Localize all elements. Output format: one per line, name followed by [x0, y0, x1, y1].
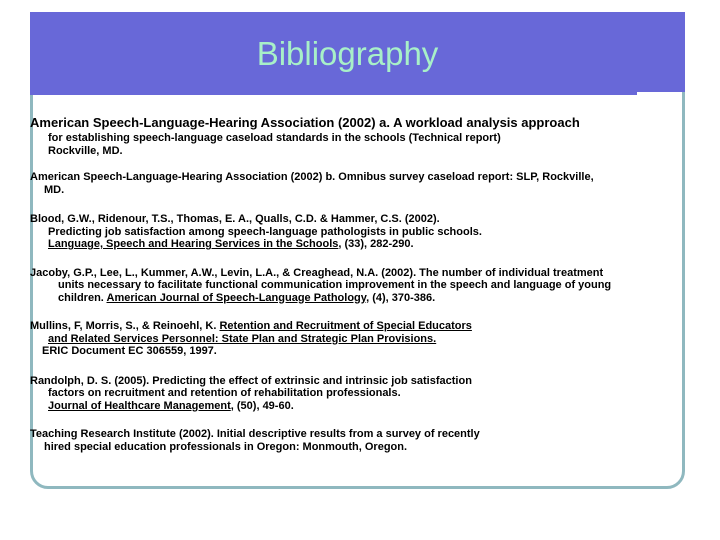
- reference-line: American Speech-Language-Hearing Association (2002) a. A workload analysis approach: [30, 115, 580, 130]
- reference-line: Predicting job satisfaction among speech-language pathologists in public schools.: [48, 225, 482, 238]
- reference-list: [30, 113, 690, 453]
- report-title: Retention and Recruitment of Special Educators: [219, 320, 472, 332]
- reference-item: [30, 113, 690, 157]
- reference-line: [30, 320, 690, 333]
- reference-line: MD.: [44, 183, 65, 196]
- reference-item: [30, 267, 690, 305]
- citation-details: , (33), 282-290.: [338, 238, 414, 250]
- reference-line: Blood, G.W., Ridenour, T.S., Thomas, E. A., Qualls, C.D. & Hammer, C.S. (2002).: [30, 213, 440, 225]
- reference-line: Rockville, MD.: [48, 144, 123, 157]
- reference-item: [30, 171, 690, 196]
- reference-line: American Speech-Language-Hearing Association (2002) b. Omnibus survey caseload report: SLP, Rockville,: [30, 171, 594, 183]
- reference-item: [30, 320, 690, 358]
- reference-item: [30, 375, 690, 413]
- reference-line: [30, 333, 690, 346]
- title-divider: [30, 92, 637, 95]
- reference-line: Jacoby, G.P., Lee, L., Kummer, A.W., Levin, L.A., & Creaghead, N.A. (2002). The number of individual treatment: [30, 266, 604, 279]
- reference-line: [30, 292, 690, 305]
- citation-prefix: Mullins, F, Morris, S., & Reinoehl, K.: [30, 320, 220, 332]
- reference-line: factors on recruitment and retention of rehabilitation professionals.: [48, 387, 401, 399]
- reference-line: [30, 238, 690, 251]
- journal-title: Language, Speech and Hearing Services in the Schools: [48, 238, 339, 250]
- reference-line: Randolph, D. S. (2005). Predicting the effect of extrinsic and intrinsic job satisfaction: [30, 374, 472, 387]
- reference-line: [30, 400, 690, 413]
- citation-details: , (50), 49-60.: [230, 399, 294, 412]
- citation-details: , (4), 370-386.: [366, 291, 436, 304]
- reference-line: Teaching Research Institute (2002). Initial descriptive results from a survey of recently: [30, 428, 480, 440]
- reference-line: units necessary to facilitate functional communication improvement in the speech and language of young: [58, 279, 612, 291]
- citation-prefix: children.: [58, 291, 107, 304]
- reference-line: for establishing speech-language caseload standards in the schools (Technical report): [48, 132, 501, 144]
- reference-item: [30, 213, 690, 251]
- journal-title: American Journal of Speech-Language Pathology: [106, 291, 367, 304]
- report-title: and Related Services Personnel: State Plan and Strategic Plan Provisions.: [48, 332, 437, 345]
- reference-line: ERIC Document EC 306559, 1997.: [42, 345, 217, 357]
- journal-title: Journal of Healthcare Management: [48, 399, 231, 412]
- page-title: Bibliography: [256, 35, 439, 72]
- reference-line: hired special education professionals in Oregon: Monmouth, Oregon.: [44, 440, 408, 453]
- reference-item: [30, 428, 690, 453]
